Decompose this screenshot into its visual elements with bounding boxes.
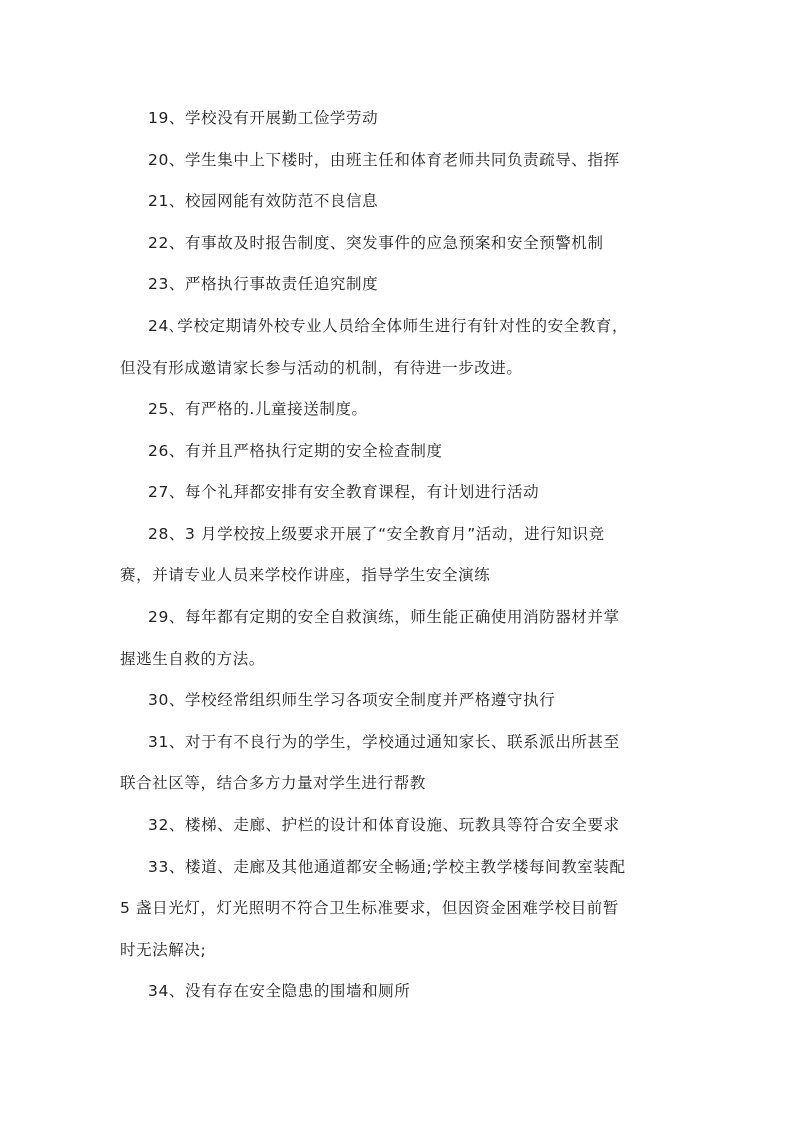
paragraph-30: 30、学校经常组织师生学习各项安全制度并严格遵守执行 <box>148 691 556 709</box>
paragraph-28-line-1: 28、3 月学校按上级要求开展了“安全教育月”活动，进行知识竞 <box>148 525 605 543</box>
paragraph-24-line-2: 但没有形成邀请家长参与活动的机制，有待进一步改进。 <box>120 359 523 377</box>
paragraph-33-line-3: 时无法解决; <box>120 941 207 959</box>
paragraph-31-line-2: 联合社区等，结合多方力量对学生进行帮教 <box>120 774 426 792</box>
paragraph-33-line-1: 33、楼道、走廊及其他通道都安全畅通;学校主教学楼每间教室装配 <box>148 858 626 876</box>
paragraph-25: 25、有严格的.儿童接送制度。 <box>148 400 368 418</box>
paragraph-28-line-2: 赛，并请专业人员来学校作讲座，指导学生安全演练 <box>120 566 491 584</box>
paragraph-34: 34、没有存在安全隐患的围墙和厕所 <box>148 982 411 1000</box>
paragraph-26: 26、有并且严格执行定期的安全检查制度 <box>148 442 443 460</box>
paragraph-32: 32、楼梯、走廊、护栏的设计和体育设施、玩教具等符合安全要求 <box>148 816 620 834</box>
paragraph-21: 21、校园网能有效防范不良信息 <box>148 192 379 210</box>
paragraph-24-line-1: 24､学校定期请外校专业人员给全体师生进行有针对性的安全教育， <box>148 317 629 335</box>
paragraph-20: 20、学生集中上下楼时，由班主任和体育老师共同负责疏导、指挥 <box>148 151 620 169</box>
paragraph-23: 23、严格执行事故责任追究制度 <box>148 275 379 293</box>
paragraph-29-line-2: 握逃生自救的方法。 <box>120 650 265 668</box>
paragraph-33-line-2: 5 盏日光灯，灯光照明不符合卫生标准要求，但因资金困难学校目前暂 <box>120 899 619 917</box>
paragraph-29-line-1: 29、每年都有定期的安全自救演练，师生能正确使用消防器材并掌 <box>148 608 620 626</box>
paragraph-31-line-1: 31、对于有不良行为的学生，学校通过通知家长、联系派出所甚至 <box>148 733 620 751</box>
paragraph-27: 27、每个礼拜都安排有安全教育课程，有计划进行活动 <box>148 483 540 501</box>
paragraph-19: 19、学校没有开展勤工俭学劳动 <box>148 109 379 127</box>
paragraph-22: 22、有事故及时报告制度、突发事件的应急预案和安全预警机制 <box>148 234 604 252</box>
